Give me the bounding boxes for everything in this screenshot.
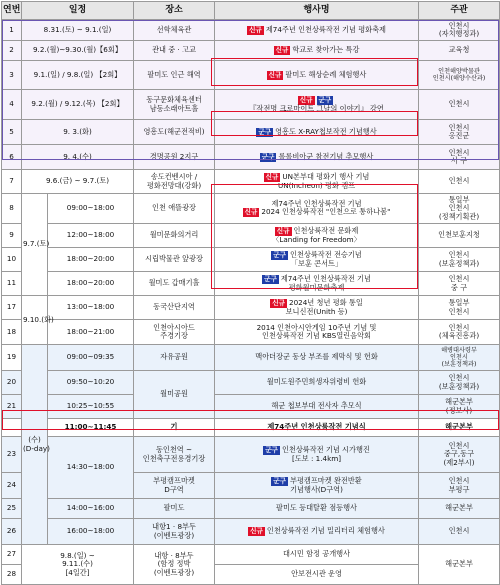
row-host: 해군본부: [419, 419, 500, 437]
row-event: 제74주년 인천상륙작전 기념식: [215, 419, 419, 437]
row-place: 시립박물관 앞광장: [134, 248, 215, 272]
event-label: 팔미도 해상순례 체험행사: [285, 69, 367, 79]
event-label: 인천상륙작전 전승기념: [290, 249, 362, 259]
row-no: 27: [2, 545, 22, 565]
row-host: 인천시 (체육진흥과): [419, 320, 500, 345]
row-event: [215, 248, 419, 272]
event-label: 『작전명 크로마이트 그날의 이야기』 강연: [249, 103, 384, 113]
row-place: 선학체육관: [134, 20, 215, 41]
row-host: 인천시 서 구: [419, 145, 500, 170]
row-time: 18:00~20:00: [48, 248, 134, 272]
table-row: [2, 170, 500, 194]
row-time: 14:30~18:00: [48, 437, 134, 499]
table-row: [2, 120, 500, 145]
dday-weekday: (수): [28, 435, 41, 445]
row-event: [215, 194, 419, 224]
row-place: 송도컨벤시아 / 평화전망대(강화): [134, 170, 215, 194]
event-schedule-table: [1, 1, 500, 585]
army-badge: 군구: [264, 274, 277, 283]
row-no: 19: [2, 345, 22, 371]
row-time: 09:00~09:35: [48, 345, 134, 371]
table-row: [2, 545, 500, 565]
row-event: [215, 519, 419, 545]
table-row: [2, 345, 500, 371]
row-date: 8.31.(토) ~ 9.1.(일): [22, 20, 134, 41]
row-event: [215, 120, 419, 145]
event-label: 제74주년 인천상륙작전 기념 평화축제: [265, 24, 386, 34]
row-host: 해군본부: [419, 499, 500, 519]
new-badge: 신규: [249, 25, 262, 34]
row-date: 9. 3.(화): [22, 120, 134, 145]
new-badge: 신규: [244, 208, 258, 217]
row-place: 내항1 · 8부두 (이벤트광장): [134, 519, 215, 545]
table-row: [2, 320, 500, 345]
col-header-no: 연번: [2, 2, 22, 20]
row-time: 18:00~20:00: [48, 272, 134, 296]
col-header-date: 일정: [22, 2, 134, 20]
row-date: 9.6.(금) ~ 9.7.(토): [22, 170, 134, 194]
table-row: [2, 419, 500, 437]
row-no: 17: [2, 296, 22, 320]
event-sub-label: [도보 : 1.4km]: [291, 453, 342, 463]
header-row: [2, 2, 500, 20]
table-row: [2, 371, 500, 395]
row-event: [215, 20, 419, 41]
event-label: 인천상륙작전 기념 밀리터리 체험행사: [266, 526, 385, 535]
row-place-wolmi: 월미공원: [134, 371, 215, 419]
row-event: [215, 170, 419, 194]
row-place: 인천아시아드 주경기장: [134, 320, 215, 345]
row-place: 경명공원 2지구: [134, 145, 215, 170]
row-no: 6: [2, 145, 22, 170]
row-event: 팔미도 등대탈환 점등행사: [215, 499, 419, 519]
row-no: 8: [2, 194, 22, 224]
event-label: 영흥도 X-RAY첩보작전 기념행사: [275, 126, 377, 136]
new-badge: 신규: [272, 298, 286, 307]
new-badge: 신규: [299, 95, 313, 104]
row-host: 인천시 (자치행정과): [419, 20, 500, 41]
event-label: 롤롤비아군 참전기념 추모행사: [278, 151, 374, 161]
row-event: 대시민 함정 공개행사: [215, 545, 419, 565]
event-sub-label: 〈Landing for Freedom〉: [272, 234, 361, 244]
event-schedule-table-container: [0, 1, 500, 579]
event-label: 제74주년 인천상륙작전 기념: [271, 198, 362, 208]
row-no: 5: [2, 120, 22, 145]
row-host: 통일부 인천시: [419, 296, 500, 320]
row-event: 안보전시관 운영: [215, 565, 419, 585]
army-badge: 군구: [261, 152, 275, 161]
table-row: [2, 395, 500, 419]
row-host: 인천시: [419, 90, 500, 120]
group-date-sep7: 9.7.(토): [22, 194, 48, 296]
row-no: 25: [2, 499, 22, 519]
table-row: [2, 519, 500, 545]
row-event: [215, 296, 419, 320]
event-sub-label: 평화월미문화축제: [288, 282, 345, 292]
row-date: 9.8.(일) ~ 9.11.(수) [4일간]: [22, 545, 134, 585]
row-event: [215, 61, 419, 90]
row-place: 팔미도 인근 해역: [134, 61, 215, 90]
row-place: 월미도 갑매기홀: [134, 272, 215, 296]
row-date: 9.2.(월)~9.30.(월)【6회】: [22, 41, 134, 61]
event-label: UN본부대 평화기 행사 기념: [282, 171, 370, 181]
event-label: 2024년 청년 평화 통일: [289, 297, 363, 307]
row-event: 해군 첩보부대 전사자 추모식: [215, 395, 419, 419]
event-sub-label: 인천상륙작전 기념 KBS열린음악회: [262, 331, 371, 340]
row-time: 10:25~10:55: [48, 395, 134, 419]
row-place: 동인천역 ~ 인천축구전용경기장: [134, 437, 215, 473]
row-place: 부평캠프마켓 D구역: [134, 473, 215, 499]
row-place: 자유공원: [134, 345, 215, 371]
row-host: 인천시: [419, 170, 500, 194]
row-no: 26: [2, 519, 22, 545]
army-badge: 군구: [273, 476, 287, 485]
row-no: 9: [2, 224, 22, 248]
table-row: [2, 145, 500, 170]
row-no: 24: [2, 473, 22, 499]
row-time: 16:00~18:00: [48, 519, 134, 545]
new-badge: 신규: [265, 172, 279, 181]
event-label: 제74주년 인천상륙작전 기념: [280, 273, 371, 283]
army-badge: 군구: [318, 95, 332, 104]
row-place: 월미문화의거리: [134, 224, 215, 248]
row-event: [215, 90, 419, 120]
row-event: [215, 145, 419, 170]
row-host: 해병대사령부 인천시 (보훈정책과): [419, 345, 500, 371]
col-header-event: 행사명: [215, 2, 419, 20]
row-event: 월미도원주민희생자위령비 헌화: [215, 371, 419, 395]
group-date-dday: [22, 345, 48, 545]
row-no: 28: [2, 565, 22, 585]
row-no: 2: [2, 41, 22, 61]
row-event: [215, 41, 419, 61]
row-no: 10: [2, 248, 22, 272]
table-row: [2, 20, 500, 41]
row-place: 기: [134, 419, 215, 437]
row-place: 관내 중 · 고교: [134, 41, 215, 61]
row-time: 13:00~18:00: [48, 296, 134, 320]
event-label: 2014 인천아시안게임 10주년 기념 및: [256, 322, 377, 332]
row-place: 동국산단지역: [134, 296, 215, 320]
event-sub-label: 2024 인천상륙작전 "인천으로 통하나봄": [261, 207, 391, 217]
table-row: [2, 248, 500, 272]
table-row: [2, 296, 500, 320]
event-sub-label: 기념행사(D구역): [290, 484, 343, 494]
row-host: 인천시 옹진군: [419, 120, 500, 145]
row-no: 11: [2, 272, 22, 296]
row-event: 맥아더장군 동상 부조를 제막식 및 헌화: [215, 345, 419, 371]
row-date: 9. 4.(수): [22, 145, 134, 170]
event-sub-label: 보니신전(Unith 등): [285, 306, 348, 316]
row-host: 통일부 인천시 (정책기획관): [419, 194, 500, 224]
army-badge: 군구: [273, 250, 287, 259]
event-sub-label: 「보훈 콘서트」: [290, 258, 343, 268]
dday-label: (D-day): [23, 443, 50, 453]
col-header-place: 장소: [134, 2, 215, 20]
row-host: 인천시 중 구: [419, 272, 500, 296]
row-time: 09:00~18:00: [48, 194, 134, 224]
table-row: [2, 272, 500, 296]
row-time: 12:00~18:00: [48, 224, 134, 248]
row-place: 인천 애뜰광장: [134, 194, 215, 224]
row-event: [215, 473, 419, 499]
army-badge: 군구: [258, 127, 272, 136]
table-row: [2, 224, 500, 248]
row-place: 동구문화체육센터 남동소래아트홀: [134, 90, 215, 120]
row-host: 해군본부: [419, 545, 500, 585]
row-host: 인천시 (보훈정책과): [419, 248, 500, 272]
row-no: 1: [2, 20, 22, 41]
event-label: 학교로 찾아가는 특강: [292, 45, 360, 54]
row-time: 14:00~16:00: [48, 499, 134, 519]
row-host: 인천시 부평구: [419, 473, 500, 499]
row-event: [215, 437, 419, 473]
new-badge: 신규: [250, 527, 263, 535]
table-row: [2, 437, 500, 473]
row-no: 23: [2, 437, 22, 473]
event-label: 인천상륙작전 기념 시가행진: [281, 444, 370, 454]
army-badge: 군구: [265, 445, 278, 454]
row-time: 09:50~10:20: [48, 371, 134, 395]
row-no: 21: [2, 395, 22, 419]
row-time: 18:00~21:00: [48, 320, 134, 345]
row-host: 인천보훈지청: [419, 224, 500, 248]
table-row: [2, 499, 500, 519]
new-badge: 신규: [275, 46, 289, 54]
row-host: 인천해양박물관 인천시(해양수산과): [419, 61, 500, 90]
group-date-sep10: 9.10.(화): [22, 296, 48, 345]
row-place: 영흥도(해군전적비): [134, 120, 215, 145]
new-badge: 신규: [268, 70, 282, 79]
row-event: [215, 224, 419, 248]
event-label: 인천상륙작전 문화제: [293, 225, 359, 235]
row-no: 20: [2, 371, 22, 395]
row-no: 18: [2, 320, 22, 345]
table-row: [2, 61, 500, 90]
row-no: 4: [2, 90, 22, 120]
row-no: 7: [2, 170, 22, 194]
table-row: [2, 90, 500, 120]
row-place: 팔미도: [134, 499, 215, 519]
row-time: 11:00~11:45: [48, 419, 134, 437]
row-event: [215, 272, 419, 296]
event-label: 부평캠프마켓 완전반환: [290, 475, 362, 485]
row-no: [2, 419, 22, 437]
table-row: [2, 194, 500, 224]
row-event: [215, 320, 419, 345]
new-badge: 신규: [276, 226, 290, 235]
row-host: 교육청: [419, 41, 500, 61]
row-host: 해군본부 (정보사): [419, 395, 500, 419]
row-date: 9.1.(일) / 9.8.(일) 【2회】: [22, 61, 134, 90]
row-no: 3: [2, 61, 22, 90]
row-host: 인천시 중구,동구 (제2부시): [419, 437, 500, 473]
row-host: 인천시 (보훈정책과): [419, 371, 500, 395]
table-row: [2, 41, 500, 61]
row-place: 내항 · 8부두 (함정 정박 (이벤트광장): [134, 545, 215, 585]
row-host: 인천시: [419, 519, 500, 545]
event-sub-label: UN(Incheon) 평화 캠프: [277, 180, 356, 190]
col-header-host: 주관: [419, 2, 500, 20]
row-date: 9.2.(월) / 9.12.(목) 【2회】: [22, 90, 134, 120]
